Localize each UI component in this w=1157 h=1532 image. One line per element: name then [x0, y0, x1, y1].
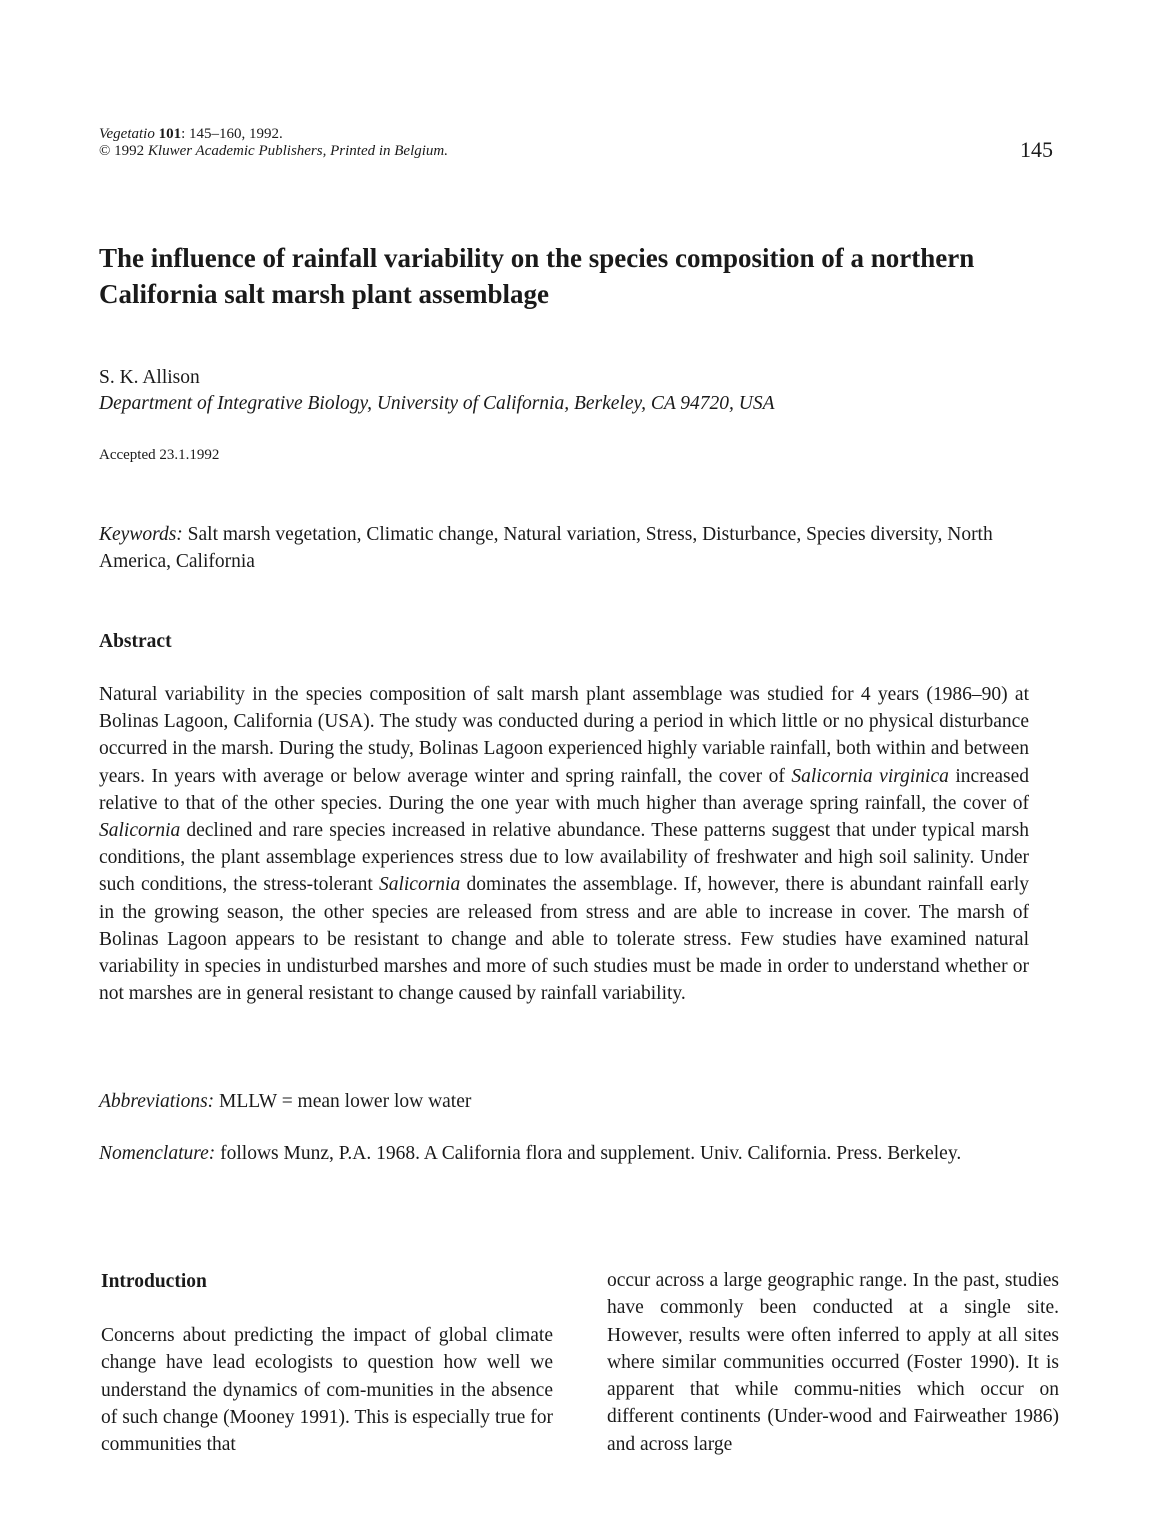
abstract-part-4: dominates the assemblage. If, however, there is abundant rainfall early in the growing season, the other species are released from stress and are able to increase in cover. The marsh of Bolinas Lagoon appears to be resistant to change and able to tolerate stress. Few studies have examined natural variability in species in undisturbed marshes and more of such studies must be made in order to understand whether or not marshes are in general resistant to change caused by rainfall variability.	[99, 874, 1029, 1005]
abstract-part-2: increased relative to that of the other species. During the one year with much higher than average spring rainfall, the cover of	[99, 765, 1029, 814]
introduction-heading: Introduction	[101, 1271, 207, 1292]
journal-name: Vegetatio	[99, 126, 155, 142]
abstract-heading: Abstract	[99, 631, 172, 652]
abstract-body	[99, 681, 1029, 1007]
accepted-date: Accepted 23.1.1992	[99, 447, 220, 463]
keywords-label: Keywords:	[99, 524, 183, 545]
article-title: The influence of rainfall variability on the species composition of a northern California salt marsh plant assemblage	[99, 243, 975, 309]
keywords-text: Salt marsh vegetation, Climatic change, Natural variation, Stress, Disturbance, Species diversity, North America, California	[99, 524, 993, 572]
abstract-species-2: Salicornia	[99, 820, 181, 842]
abstract-part-1: Natural variability in the species composition of salt marsh plant assemblage was studied for 4 years (1986–90) at Bolinas Lagoon, California (USA). The study was conducted during a period in which little or no physical disturbance occurred in the marsh. During the study, Bolinas Lagoon experienced highly variable rainfall, both within and between years. In years with average or below average winter and spring rainfall, the cover of	[99, 684, 1029, 787]
author-affiliation: Department of Integrative Biology, University of California, Berkeley, CA 94720, USA	[99, 393, 775, 414]
abstract-part-3: declined and rare species increased in relative abundance. These patterns suggest that under typical marsh conditions, the plant assemblage experiences stress due to low availability of freshwater and high soil salinity. Under such conditions, the stress-tolerant	[99, 820, 1029, 896]
keywords	[99, 521, 1029, 575]
abbreviations	[99, 1088, 471, 1115]
nomenclature-label: Nomenclature:	[99, 1143, 216, 1164]
introduction-left-column: Concerns about predicting the impact of global climate change have lead ecologists to question how well we understand the dynamics of com-munities in the absence of such change (Mooney 1991). This is especially true for communities that	[101, 1325, 553, 1456]
copyright-prefix: © 1992	[99, 143, 148, 159]
nomenclature	[99, 1140, 1029, 1167]
abbreviations-label: Abbreviations:	[99, 1091, 215, 1112]
abstract-species-1: Salicornia virginica	[791, 765, 949, 787]
author-name: S. K. Allison	[99, 367, 200, 388]
journal-volume: 101	[158, 126, 182, 142]
abstract-species-3: Salicornia	[378, 874, 461, 896]
journal-citation	[99, 126, 283, 143]
copyright-line	[99, 143, 448, 160]
abbreviations-text: MLLW = mean lower low water	[214, 1091, 472, 1112]
page-number: 145	[1020, 137, 1053, 162]
introduction-right-column: occur across a large geographic range. In the past, studies have commonly been conducted at a single site. However, results were often inferred to apply at all sites where similar communities occurred (Foster 1990). It is apparent that while commu-nities which occur on different continents (Under-wood and Fairweather 1986) and across large	[607, 1270, 1059, 1455]
nomenclature-text: follows Munz, P.A. 1968. A California flora and supplement. Univ. California. Press. Berkeley.	[215, 1143, 962, 1164]
publisher-info: Kluwer Academic Publishers, Printed in Belgium.	[147, 143, 449, 159]
journal-pages-year: : 145–160, 1992.	[181, 126, 283, 142]
